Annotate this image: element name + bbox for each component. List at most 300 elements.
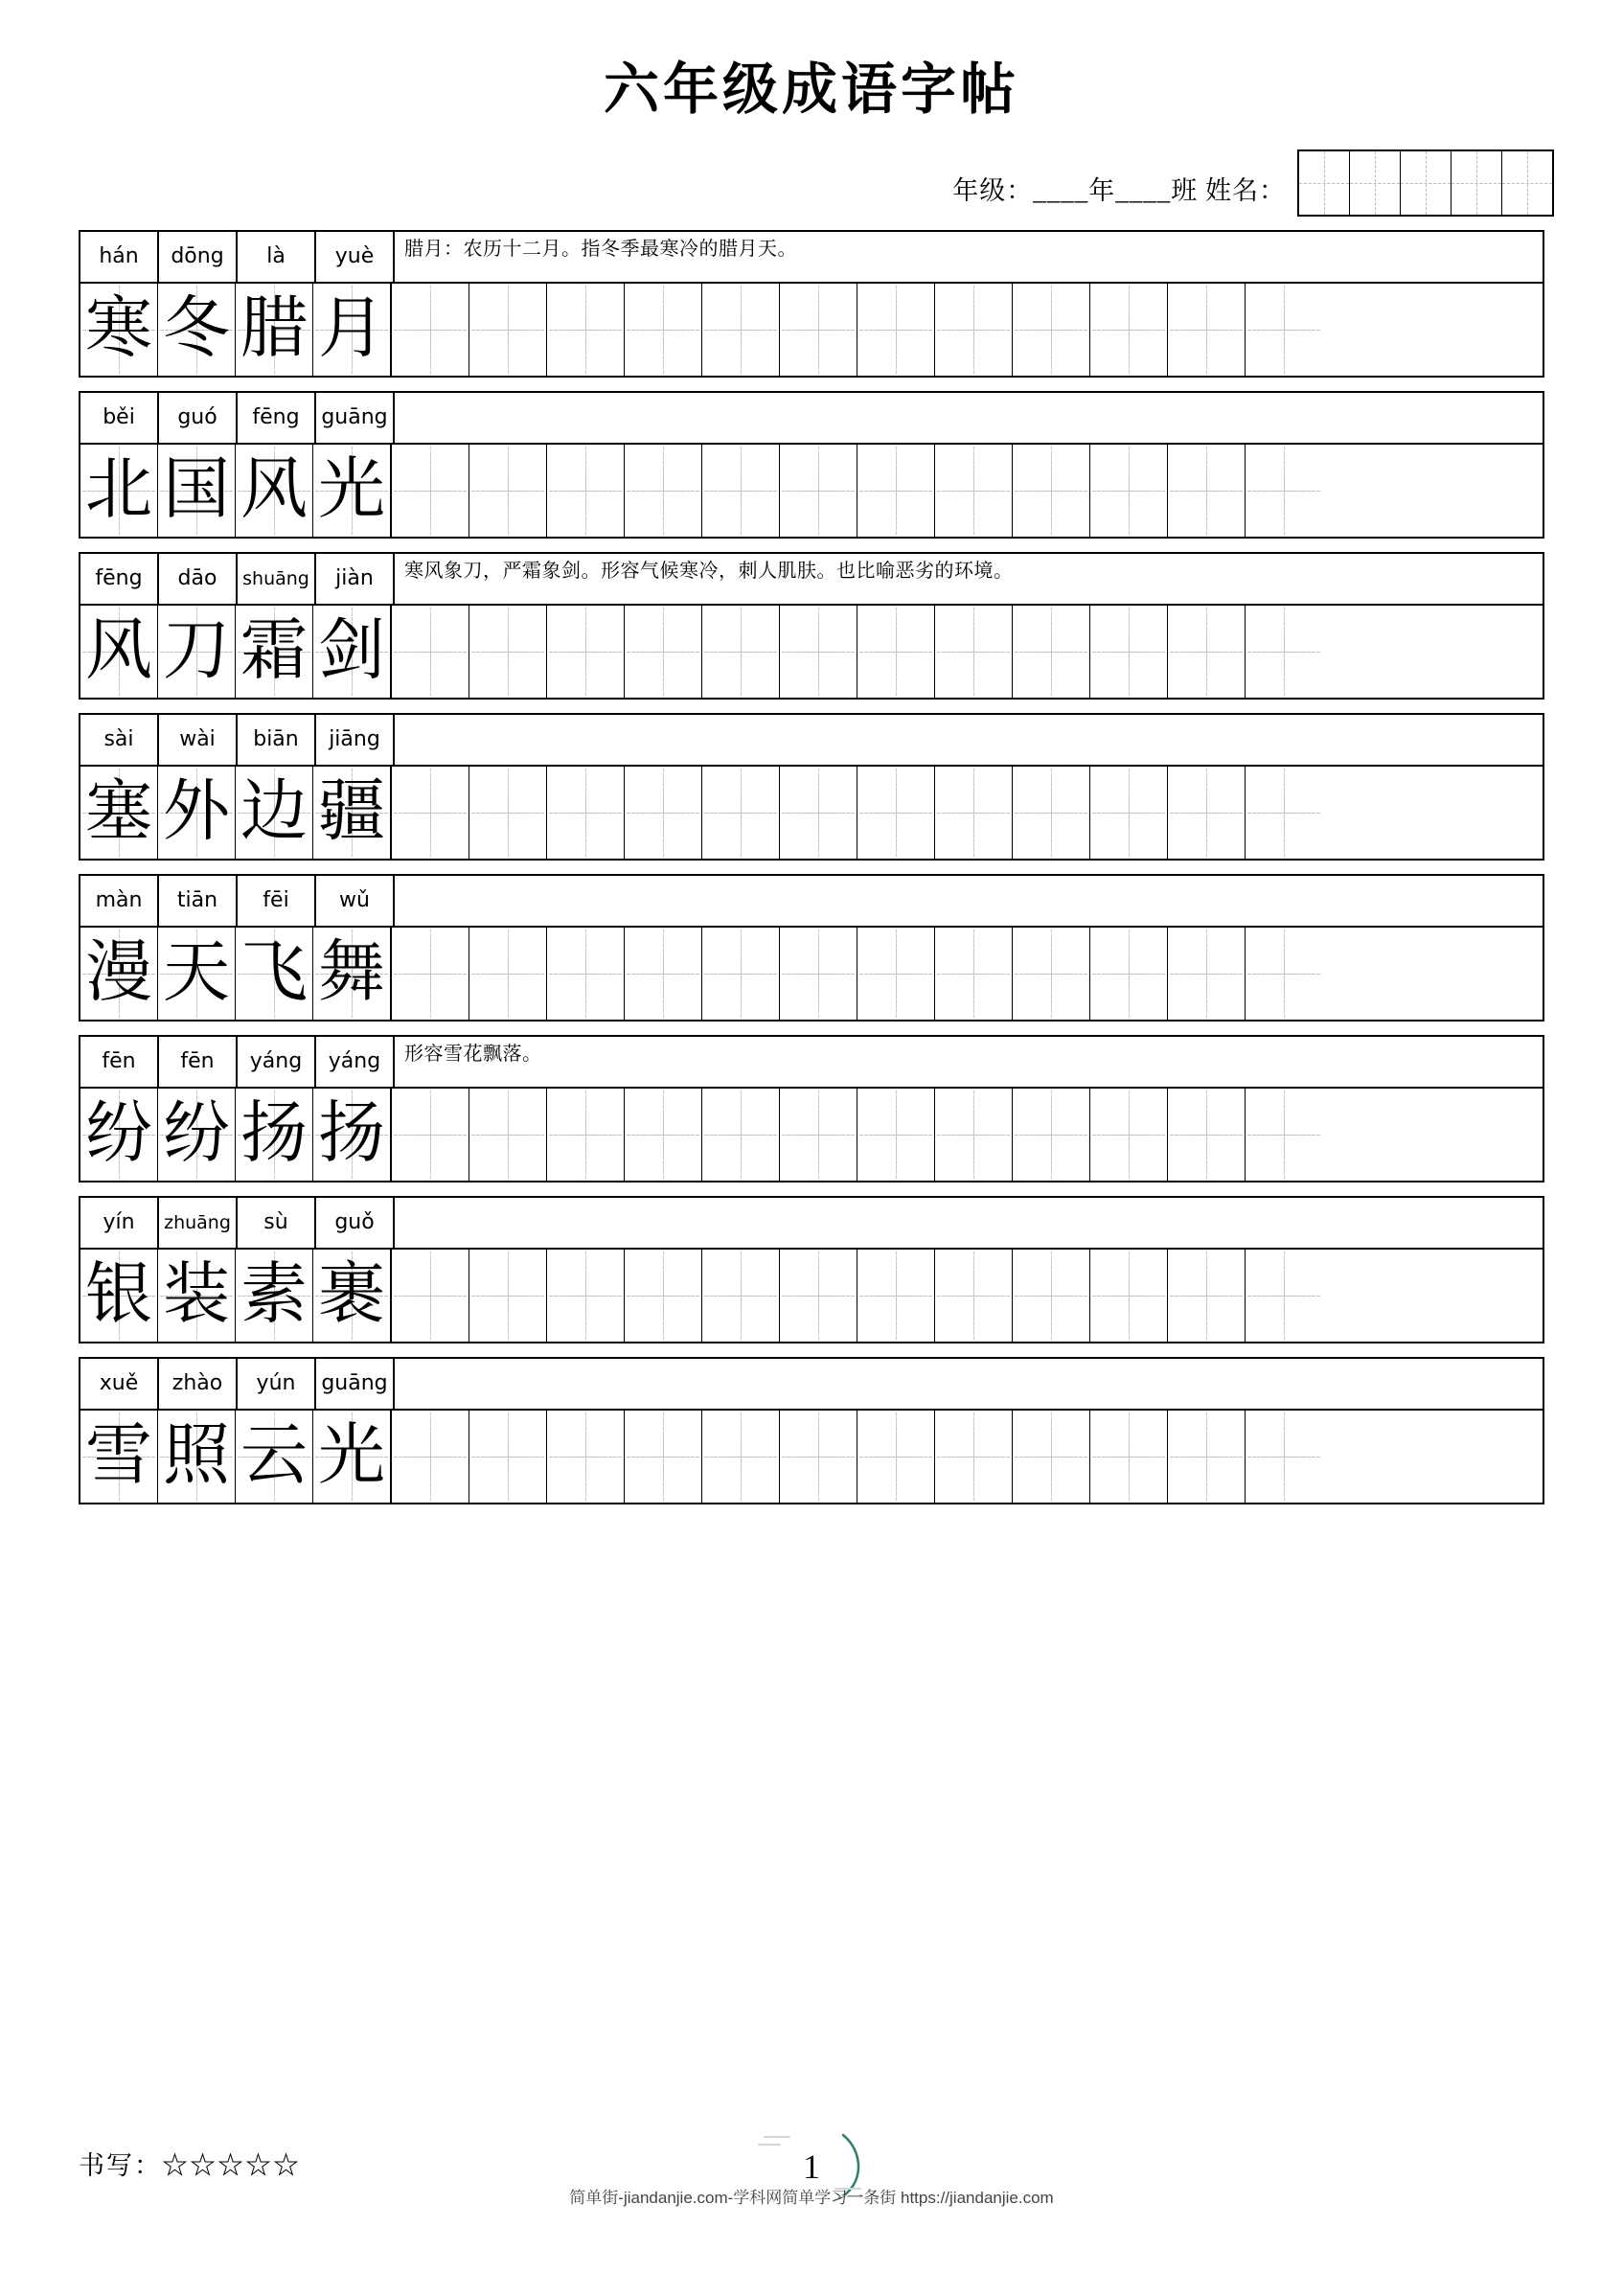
practice-cell[interactable] bbox=[702, 1250, 780, 1342]
practice-cell[interactable] bbox=[1090, 1411, 1168, 1503]
practice-cell[interactable] bbox=[469, 928, 547, 1020]
practice-cell[interactable] bbox=[1168, 928, 1246, 1020]
model-character-cell[interactable] bbox=[313, 445, 392, 537]
practice-cell[interactable] bbox=[1246, 445, 1322, 537]
practice-cell[interactable] bbox=[625, 606, 702, 698]
practice-cell[interactable] bbox=[392, 1250, 469, 1342]
pinyin-cell: zhào bbox=[159, 1359, 238, 1409]
character-row bbox=[80, 928, 1543, 1020]
practice-cell[interactable] bbox=[935, 1250, 1013, 1342]
practice-cell[interactable] bbox=[780, 445, 857, 537]
model-character-cell[interactable] bbox=[313, 767, 392, 859]
idiom-block bbox=[79, 391, 1544, 539]
grid-guide-horizontal bbox=[1171, 330, 1242, 331]
character-glyph: 裹 bbox=[318, 1257, 385, 1332]
practice-cell[interactable] bbox=[857, 1250, 935, 1342]
page-footer bbox=[0, 2110, 1623, 2225]
idiom-block bbox=[79, 230, 1544, 378]
practice-cell[interactable] bbox=[1246, 1411, 1322, 1503]
grid-guide-horizontal bbox=[395, 330, 466, 331]
idiom-block bbox=[79, 713, 1544, 861]
definition-text bbox=[395, 715, 1543, 765]
practice-cell[interactable] bbox=[935, 1411, 1013, 1503]
practice-cell[interactable] bbox=[625, 1089, 702, 1181]
practice-cell[interactable] bbox=[469, 445, 547, 537]
grid-guide-vertical bbox=[1051, 287, 1052, 373]
pinyin-cell: yáng bbox=[316, 1037, 395, 1087]
model-character-cell[interactable] bbox=[313, 1411, 392, 1503]
practice-cell[interactable] bbox=[1090, 606, 1168, 698]
character-glyph: 风 bbox=[85, 613, 152, 688]
grid-guide-horizontal bbox=[705, 1457, 776, 1458]
practice-cell[interactable] bbox=[1168, 1250, 1246, 1342]
grid-guide-horizontal bbox=[395, 1457, 466, 1458]
grid-guide-horizontal bbox=[550, 491, 621, 492]
grid-guide-horizontal bbox=[860, 652, 931, 653]
grid-guide-vertical bbox=[663, 1091, 664, 1178]
grid-guide-vertical bbox=[1206, 287, 1207, 373]
character-row bbox=[80, 606, 1543, 698]
model-character-cell[interactable] bbox=[158, 445, 236, 537]
grid-guide-vertical bbox=[1284, 608, 1285, 695]
practice-cell[interactable] bbox=[547, 284, 625, 376]
character-glyph: 素 bbox=[240, 1257, 308, 1332]
practice-cell[interactable] bbox=[547, 1250, 625, 1342]
model-character-cell[interactable] bbox=[313, 1089, 392, 1181]
model-character-cell[interactable] bbox=[158, 1089, 236, 1181]
grid-guide-vertical bbox=[585, 1091, 586, 1178]
pinyin-cell: tiān bbox=[159, 876, 238, 926]
grid-guide-horizontal bbox=[783, 813, 854, 814]
practice-cell[interactable] bbox=[1246, 1250, 1322, 1342]
character-glyph: 舞 bbox=[318, 935, 385, 1010]
grid-guide-vertical bbox=[508, 448, 509, 534]
grid-guide-vertical bbox=[1206, 1252, 1207, 1339]
definition-text: 形容雪花飘落。 bbox=[404, 1043, 542, 1065]
name-box-cell[interactable] bbox=[1502, 151, 1552, 215]
pinyin-row bbox=[80, 554, 1543, 606]
grid-guide-horizontal bbox=[1093, 974, 1164, 975]
practice-cell[interactable] bbox=[1168, 767, 1246, 859]
model-character-cell[interactable] bbox=[236, 767, 313, 859]
grid-guide-horizontal bbox=[628, 491, 698, 492]
grid-guide-horizontal bbox=[705, 330, 776, 331]
grid-guide-horizontal bbox=[938, 491, 1009, 492]
grid-guide-horizontal bbox=[472, 1457, 543, 1458]
grid-guide-horizontal bbox=[628, 974, 698, 975]
student-info-row bbox=[0, 142, 1623, 217]
pinyin-cell: guǒ bbox=[316, 1198, 395, 1248]
practice-cell[interactable] bbox=[1013, 1250, 1090, 1342]
model-character-cell[interactable] bbox=[80, 284, 158, 376]
practice-cell[interactable] bbox=[469, 767, 547, 859]
practice-cell[interactable] bbox=[857, 284, 935, 376]
grid-guide-horizontal bbox=[1248, 330, 1319, 331]
grid-guide-vertical bbox=[741, 930, 742, 1017]
practice-cell[interactable] bbox=[625, 1250, 702, 1342]
grid-guide-vertical bbox=[1051, 608, 1052, 695]
grid-guide-horizontal bbox=[783, 974, 854, 975]
grid-guide-horizontal bbox=[1171, 491, 1242, 492]
grid-guide-vertical bbox=[663, 1252, 664, 1339]
model-character-cell[interactable] bbox=[158, 606, 236, 698]
practice-cell[interactable] bbox=[1246, 928, 1322, 1020]
practice-cell[interactable] bbox=[857, 1411, 935, 1503]
model-character-cell[interactable] bbox=[80, 1089, 158, 1181]
grid-guide-horizontal bbox=[705, 491, 776, 492]
practice-cell[interactable] bbox=[469, 1089, 547, 1181]
practice-cell[interactable] bbox=[547, 1089, 625, 1181]
pinyin-cell: guāng bbox=[316, 1359, 395, 1409]
practice-cell[interactable] bbox=[780, 928, 857, 1020]
pinyin-cell: jiāng bbox=[316, 715, 395, 765]
pinyin-row bbox=[80, 393, 1543, 445]
grid-guide-horizontal bbox=[783, 1457, 854, 1458]
grid-guide-vertical bbox=[430, 608, 431, 695]
pinyin-row bbox=[80, 232, 1543, 284]
grid-guide-horizontal bbox=[1248, 813, 1319, 814]
character-row bbox=[80, 1089, 1543, 1181]
name-box-cell[interactable] bbox=[1452, 151, 1502, 215]
practice-cell[interactable] bbox=[857, 445, 935, 537]
model-character-cell[interactable] bbox=[158, 928, 236, 1020]
character-glyph: 刀 bbox=[163, 613, 230, 688]
model-character-cell[interactable] bbox=[236, 284, 313, 376]
pinyin-cell: fēng bbox=[80, 554, 159, 604]
grid-guide-vertical bbox=[741, 608, 742, 695]
practice-cell[interactable] bbox=[392, 445, 469, 537]
grid-guide-horizontal bbox=[472, 1296, 543, 1297]
grid-guide-horizontal bbox=[472, 330, 543, 331]
name-box-cell[interactable] bbox=[1401, 151, 1452, 215]
grid-guide-vertical bbox=[973, 287, 974, 373]
grid-guide-vertical bbox=[663, 448, 664, 534]
practice-cell[interactable] bbox=[1246, 606, 1322, 698]
idiom-block bbox=[79, 1196, 1544, 1343]
practice-cell[interactable] bbox=[1168, 1411, 1246, 1503]
grid-guide-horizontal bbox=[550, 813, 621, 814]
practice-cell[interactable] bbox=[469, 606, 547, 698]
practice-cell[interactable] bbox=[780, 1411, 857, 1503]
practice-cell[interactable] bbox=[1013, 606, 1090, 698]
practice-cell[interactable] bbox=[780, 284, 857, 376]
practice-cell[interactable] bbox=[625, 767, 702, 859]
writing-score-stars: ☆☆☆☆☆ bbox=[162, 2151, 301, 2180]
grid-guide-vertical bbox=[585, 1252, 586, 1339]
grid-guide-vertical bbox=[818, 448, 819, 534]
grid-guide-vertical bbox=[430, 1413, 431, 1500]
model-character-cell[interactable] bbox=[80, 606, 158, 698]
practice-cell[interactable] bbox=[1090, 1250, 1168, 1342]
practice-cell[interactable] bbox=[780, 606, 857, 698]
practice-cell[interactable] bbox=[625, 1411, 702, 1503]
page-number: 1 bbox=[803, 2147, 820, 2186]
grid-guide-vertical bbox=[1051, 1091, 1052, 1178]
grid-guide-vertical bbox=[1051, 1252, 1052, 1339]
model-character-cell[interactable] bbox=[236, 1089, 313, 1181]
model-character-cell[interactable] bbox=[80, 928, 158, 1020]
pinyin-cell: běi bbox=[80, 393, 159, 443]
practice-cell[interactable] bbox=[1090, 767, 1168, 859]
pinyin-row bbox=[80, 1198, 1543, 1250]
practice-cell[interactable] bbox=[1013, 1089, 1090, 1181]
grid-guide-vertical bbox=[430, 287, 431, 373]
model-character-cell[interactable] bbox=[236, 445, 313, 537]
character-glyph: 塞 bbox=[85, 774, 152, 849]
practice-cell[interactable] bbox=[392, 606, 469, 698]
grid-guide-vertical bbox=[1129, 287, 1130, 373]
practice-cell[interactable] bbox=[1090, 445, 1168, 537]
practice-cell[interactable] bbox=[547, 767, 625, 859]
practice-cell[interactable] bbox=[780, 1250, 857, 1342]
practice-cell[interactable] bbox=[935, 928, 1013, 1020]
practice-cell[interactable] bbox=[1168, 606, 1246, 698]
practice-cell[interactable] bbox=[935, 606, 1013, 698]
grid-guide-horizontal bbox=[783, 652, 854, 653]
grid-guide-vertical bbox=[585, 1413, 586, 1500]
grid-guide-horizontal bbox=[1248, 1135, 1319, 1136]
grid-guide-vertical bbox=[741, 1091, 742, 1178]
character-glyph: 扬 bbox=[240, 1096, 308, 1171]
pinyin-cell: sù bbox=[238, 1198, 316, 1248]
grid-guide-vertical bbox=[508, 1413, 509, 1500]
character-glyph: 天 bbox=[163, 935, 230, 1010]
practice-cell[interactable] bbox=[702, 928, 780, 1020]
practice-cell[interactable] bbox=[392, 284, 469, 376]
practice-cell[interactable] bbox=[935, 284, 1013, 376]
grid-guide-horizontal bbox=[783, 1135, 854, 1136]
practice-cell[interactable] bbox=[935, 1089, 1013, 1181]
practice-cell[interactable] bbox=[1013, 284, 1090, 376]
grid-guide-vertical bbox=[1206, 769, 1207, 856]
practice-cell[interactable] bbox=[547, 1411, 625, 1503]
practice-cell[interactable] bbox=[625, 445, 702, 537]
practice-cell[interactable] bbox=[857, 606, 935, 698]
grid-guide-vertical bbox=[973, 930, 974, 1017]
practice-cell[interactable] bbox=[702, 1411, 780, 1503]
grid-guide-horizontal bbox=[938, 813, 1009, 814]
grid-guide-horizontal bbox=[628, 1135, 698, 1136]
pinyin-cell: yín bbox=[80, 1198, 159, 1248]
grid-guide-vertical bbox=[430, 930, 431, 1017]
practice-cell[interactable] bbox=[1246, 1089, 1322, 1181]
student-info-label: 年级：____年____班 姓名： bbox=[952, 175, 1286, 205]
grid-guide-horizontal bbox=[860, 491, 931, 492]
grid-guide-vertical bbox=[1284, 1091, 1285, 1178]
practice-cell[interactable] bbox=[547, 928, 625, 1020]
grid-guide-vertical bbox=[663, 287, 664, 373]
name-box-cell[interactable] bbox=[1350, 151, 1401, 215]
model-character-cell[interactable] bbox=[236, 1411, 313, 1503]
grid-guide-horizontal bbox=[472, 491, 543, 492]
character-glyph: 光 bbox=[318, 1418, 385, 1493]
practice-cell[interactable] bbox=[1168, 1089, 1246, 1181]
practice-cell[interactable] bbox=[1013, 445, 1090, 537]
grid-guide-horizontal bbox=[1016, 1457, 1086, 1458]
grid-guide-vertical bbox=[1051, 930, 1052, 1017]
grid-guide-vertical bbox=[1284, 287, 1285, 373]
grid-guide-horizontal bbox=[705, 1135, 776, 1136]
practice-cell[interactable] bbox=[1090, 928, 1168, 1020]
idiom-block bbox=[79, 874, 1544, 1022]
grid-guide-vertical bbox=[818, 769, 819, 856]
grid-guide-vertical bbox=[663, 769, 664, 856]
definition-text bbox=[395, 876, 1543, 926]
grid-guide-vertical bbox=[818, 608, 819, 695]
practice-cell[interactable] bbox=[1246, 284, 1322, 376]
grid-guide-vertical bbox=[585, 608, 586, 695]
model-character-cell[interactable] bbox=[80, 767, 158, 859]
practice-cell[interactable] bbox=[1013, 928, 1090, 1020]
character-glyph: 冬 bbox=[163, 291, 230, 366]
grid-guide-horizontal bbox=[1093, 491, 1164, 492]
practice-cell[interactable] bbox=[469, 284, 547, 376]
grid-guide-horizontal bbox=[938, 1457, 1009, 1458]
pinyin-cell: dōng bbox=[159, 232, 238, 282]
character-glyph: 纷 bbox=[163, 1096, 230, 1171]
name-box-cell[interactable] bbox=[1299, 151, 1350, 215]
grid-guide-horizontal bbox=[395, 491, 466, 492]
pinyin-cell: yún bbox=[238, 1359, 316, 1409]
model-character-cell[interactable] bbox=[158, 767, 236, 859]
practice-cell[interactable] bbox=[392, 767, 469, 859]
character-row bbox=[80, 284, 1543, 376]
practice-cell[interactable] bbox=[392, 928, 469, 1020]
grid-guide-horizontal bbox=[860, 330, 931, 331]
practice-cell[interactable] bbox=[1013, 767, 1090, 859]
practice-cell[interactable] bbox=[935, 445, 1013, 537]
grid-guide-vertical bbox=[741, 448, 742, 534]
practice-cell[interactable] bbox=[469, 1250, 547, 1342]
practice-cell[interactable] bbox=[547, 445, 625, 537]
model-character-cell[interactable] bbox=[313, 606, 392, 698]
grid-guide-horizontal bbox=[395, 1296, 466, 1297]
practice-cell[interactable] bbox=[1246, 767, 1322, 859]
grid-guide-vertical bbox=[1206, 448, 1207, 534]
grid-guide-vertical bbox=[973, 1413, 974, 1500]
model-character-cell[interactable] bbox=[313, 1250, 392, 1342]
character-glyph: 飞 bbox=[240, 935, 308, 1010]
pinyin-cell: dāo bbox=[159, 554, 238, 604]
grid-guide-vertical bbox=[1206, 608, 1207, 695]
practice-cell[interactable] bbox=[702, 606, 780, 698]
grid-guide-vertical bbox=[1129, 1091, 1130, 1178]
character-glyph: 寒 bbox=[85, 291, 152, 366]
practice-cell[interactable] bbox=[392, 1089, 469, 1181]
pinyin-cell: yuè bbox=[316, 232, 395, 282]
grid-guide-vertical bbox=[896, 930, 897, 1017]
pinyin-cell: wǔ bbox=[316, 876, 395, 926]
model-character-cell[interactable] bbox=[80, 1250, 158, 1342]
practice-cell[interactable] bbox=[702, 445, 780, 537]
practice-cell[interactable] bbox=[625, 284, 702, 376]
grid-guide-vertical bbox=[1129, 769, 1130, 856]
grid-guide-vertical bbox=[1284, 448, 1285, 534]
grid-guide-horizontal bbox=[860, 1135, 931, 1136]
grid-guide-horizontal bbox=[628, 1457, 698, 1458]
character-glyph: 腊 bbox=[240, 291, 308, 366]
model-character-cell[interactable] bbox=[236, 928, 313, 1020]
grid-guide-horizontal bbox=[783, 491, 854, 492]
practice-cell[interactable] bbox=[547, 606, 625, 698]
grid-guide-vertical bbox=[508, 608, 509, 695]
practice-cell[interactable] bbox=[625, 928, 702, 1020]
practice-cell[interactable] bbox=[702, 767, 780, 859]
pinyin-cell: fēn bbox=[159, 1037, 238, 1087]
practice-cell[interactable] bbox=[702, 284, 780, 376]
practice-cell[interactable] bbox=[857, 767, 935, 859]
character-glyph: 雪 bbox=[85, 1418, 152, 1493]
model-character-cell[interactable] bbox=[313, 284, 392, 376]
grid-guide-vertical bbox=[896, 1091, 897, 1178]
practice-cell[interactable] bbox=[392, 1411, 469, 1503]
site-credit: 简单街-jiandanjie.com-学科网简单学习一条街 https://jiandanjie.com bbox=[569, 2189, 1054, 2207]
practice-cell[interactable] bbox=[857, 1089, 935, 1181]
grid-guide-horizontal bbox=[472, 652, 543, 653]
grid-guide-horizontal bbox=[550, 652, 621, 653]
practice-cell[interactable] bbox=[780, 1089, 857, 1181]
pinyin-cell: zhuāng bbox=[159, 1198, 238, 1248]
practice-cell[interactable] bbox=[1090, 284, 1168, 376]
model-character-cell[interactable] bbox=[236, 606, 313, 698]
practice-cell[interactable] bbox=[935, 767, 1013, 859]
model-character-cell[interactable] bbox=[158, 1411, 236, 1503]
grid-guide-vertical bbox=[896, 769, 897, 856]
pinyin-cell: wài bbox=[159, 715, 238, 765]
practice-cell[interactable] bbox=[1090, 1089, 1168, 1181]
model-character-cell[interactable] bbox=[313, 928, 392, 1020]
model-character-cell[interactable] bbox=[80, 445, 158, 537]
grid-guide-vertical bbox=[973, 1091, 974, 1178]
grid-guide-vertical bbox=[741, 1252, 742, 1339]
grid-guide-vertical bbox=[1284, 1413, 1285, 1500]
grid-guide-horizontal bbox=[1171, 1457, 1242, 1458]
pinyin-cell: fēn bbox=[80, 1037, 159, 1087]
pinyin-cell: guó bbox=[159, 393, 238, 443]
grid-guide-vertical bbox=[896, 1413, 897, 1500]
grid-guide-horizontal bbox=[1171, 652, 1242, 653]
idiom-block bbox=[79, 1357, 1544, 1504]
model-character-cell[interactable] bbox=[236, 1250, 313, 1342]
model-character-cell[interactable] bbox=[158, 1250, 236, 1342]
grid-guide-horizontal bbox=[1248, 1296, 1319, 1297]
practice-cell[interactable] bbox=[857, 928, 935, 1020]
grid-guide-horizontal bbox=[938, 652, 1009, 653]
grid-guide-horizontal bbox=[472, 813, 543, 814]
grid-guide-vertical bbox=[1206, 1091, 1207, 1178]
grid-guide-vertical bbox=[1129, 1413, 1130, 1500]
grid-guide-horizontal bbox=[628, 1296, 698, 1297]
grid-guide-horizontal bbox=[1016, 974, 1086, 975]
grid-guide-vertical bbox=[1284, 930, 1285, 1017]
model-character-cell[interactable] bbox=[158, 284, 236, 376]
grid-guide-horizontal bbox=[938, 330, 1009, 331]
model-character-cell[interactable] bbox=[80, 1411, 158, 1503]
writing-score-label: 书写： bbox=[79, 2151, 162, 2180]
practice-cell[interactable] bbox=[1168, 445, 1246, 537]
grid-guide-horizontal bbox=[628, 330, 698, 331]
grid-guide-vertical bbox=[818, 287, 819, 373]
practice-cell[interactable] bbox=[702, 1089, 780, 1181]
grid-guide-vertical bbox=[741, 287, 742, 373]
grid-guide-vertical bbox=[1129, 930, 1130, 1017]
name-input-boxes[interactable] bbox=[1297, 149, 1554, 217]
practice-cell[interactable] bbox=[1013, 1411, 1090, 1503]
grid-guide-horizontal bbox=[1016, 813, 1086, 814]
practice-cell[interactable] bbox=[469, 1411, 547, 1503]
practice-cell[interactable] bbox=[780, 767, 857, 859]
practice-cell[interactable] bbox=[1168, 284, 1246, 376]
